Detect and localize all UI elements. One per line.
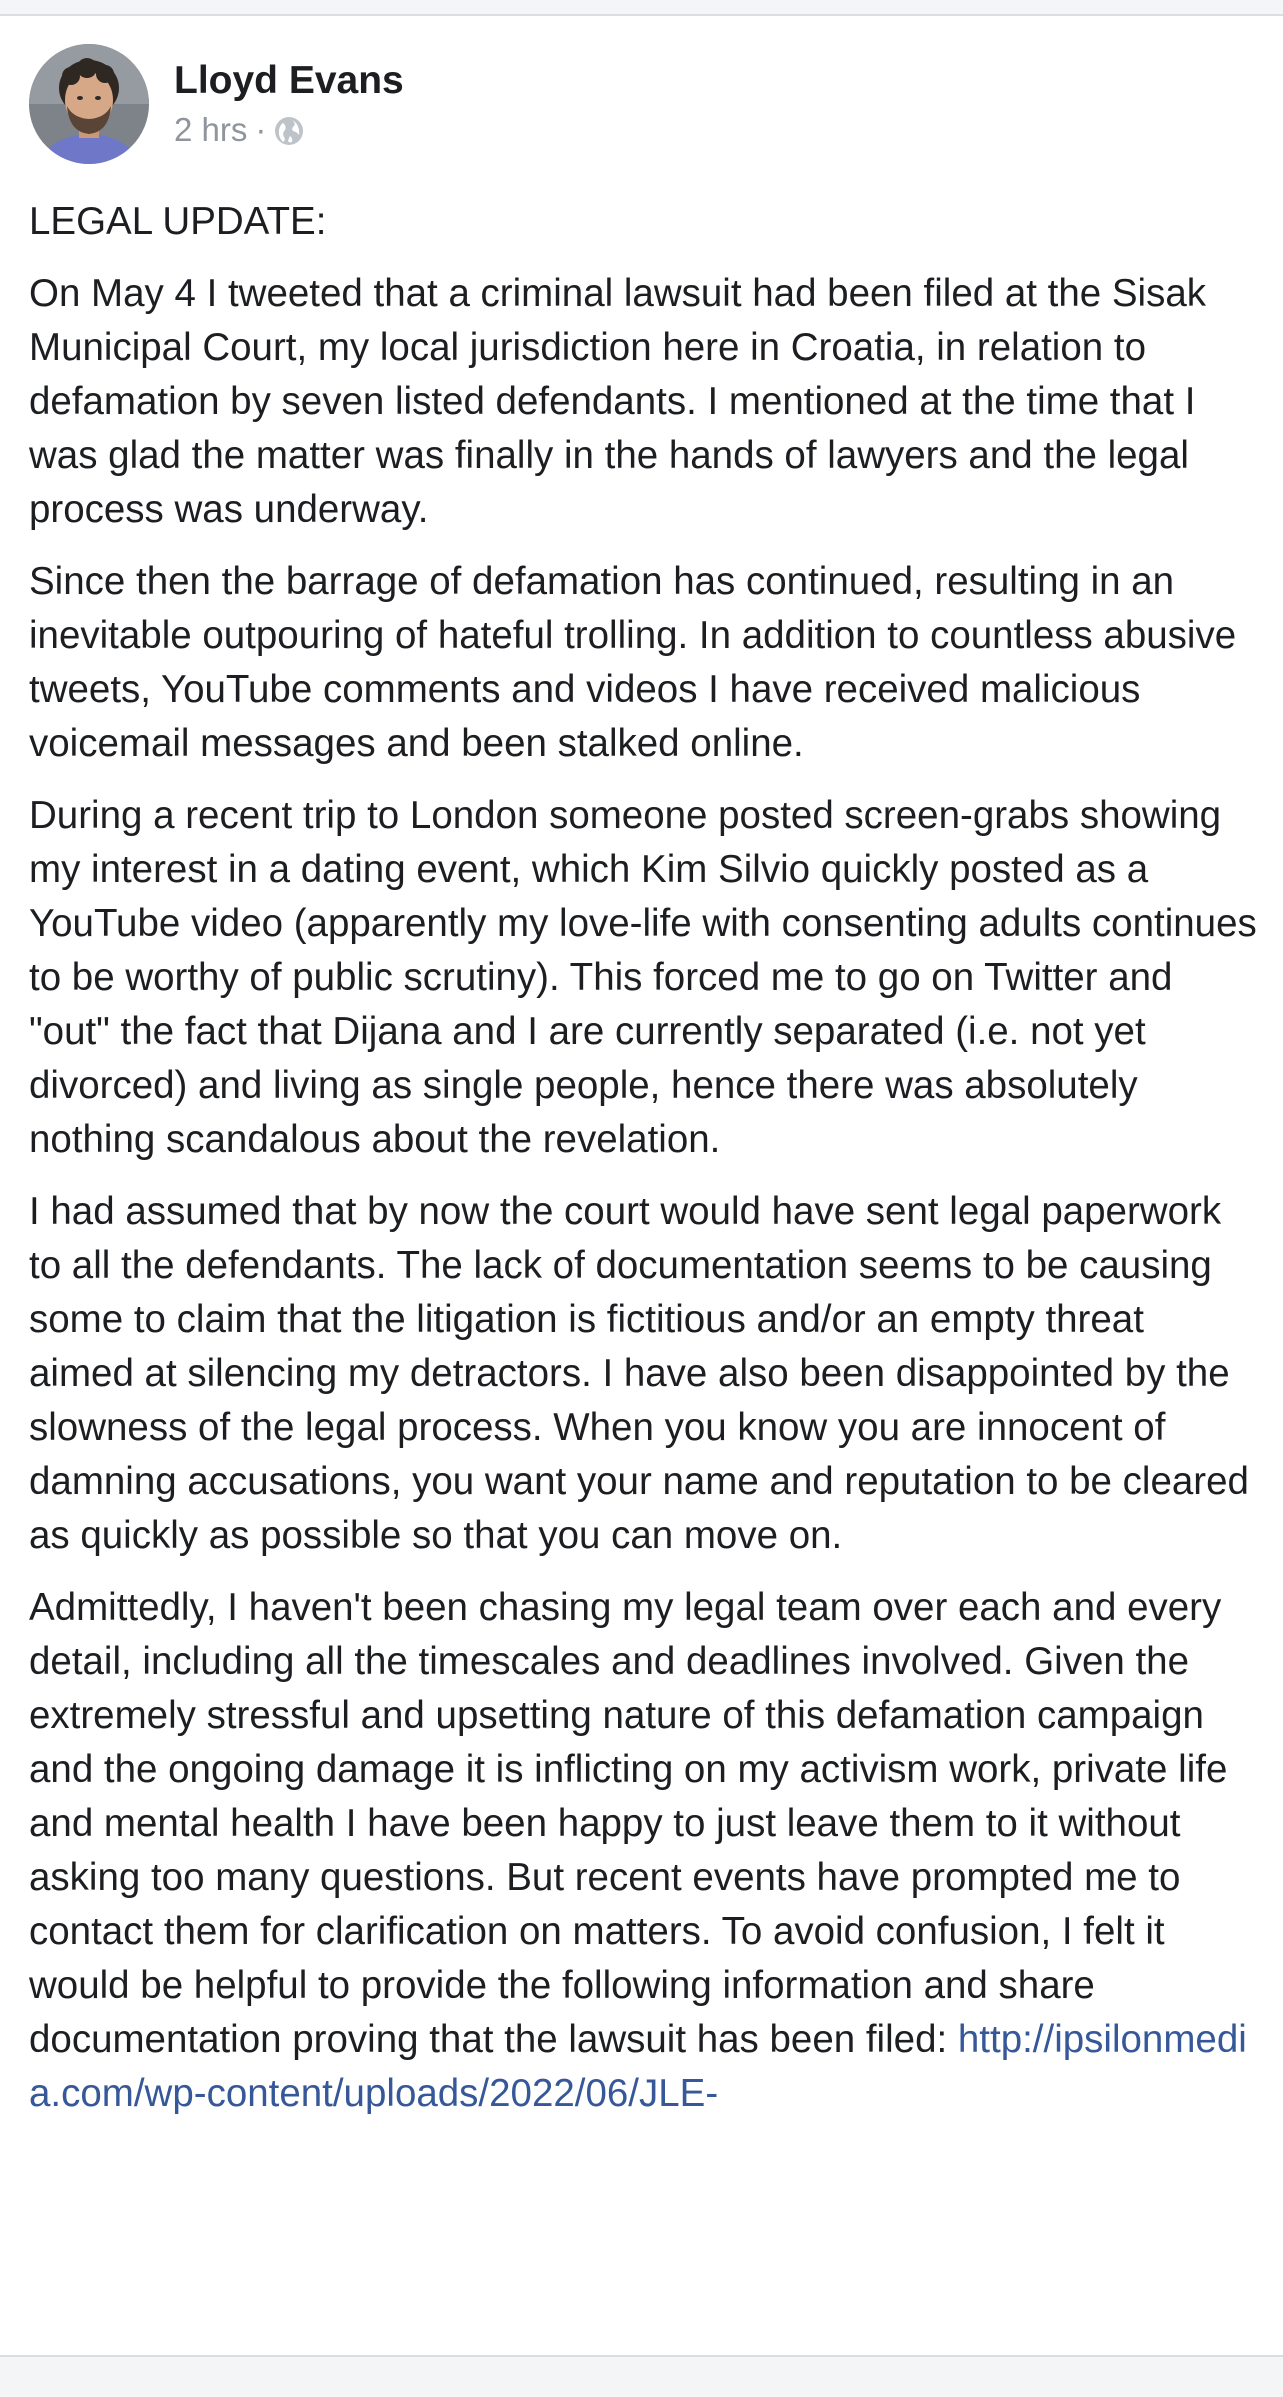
post-heading: LEGAL UPDATE: (29, 200, 327, 243)
post-timestamp[interactable]: 2 hrs (174, 111, 248, 148)
top-divider (0, 0, 1283, 16)
globe-icon[interactable] (274, 115, 304, 145)
post-body (29, 195, 1259, 2121)
post-header (29, 43, 404, 165)
post-paragraph-with-link (29, 1581, 1259, 2121)
meta-separator: · (255, 111, 267, 148)
post-meta (174, 110, 404, 150)
avatar-image (29, 44, 149, 164)
post-paragraph: I had assumed that by now the court would have sent legal paperwork to all the defendants. The lack of documentation seems to be causing some to claim that the litigation is fictitious and/or an empty threat aimed at silencing my detractors. I have also been disappointed by the slowness of the legal process. When you know you are innocent of damning accusations, you want your name and reputation to be cleared as quickly as possible so that you can move on. (29, 1190, 1249, 1557)
post-paragraph: During a recent trip to London someone posted screen-grabs showing my interest in a dating event, which Kim Silvio quickly posted as a YouTube video (apparently my love-life with consenting adults continues to be worthy of public scrutiny). This forced me to go on Twitter and "out" the fact that Dijana and I are currently separated (i.e. not yet divorced) and living as single people, hence there was absolutely nothing scandalous about the revelation. (29, 794, 1257, 1161)
post-paragraph: Since then the barrage of defamation has continued, resulting in an inevitable outpouring of hateful trolling. In addition to countless abusive tweets, YouTube comments and videos I have received malicious voicemail messages and been stalked online. (29, 560, 1237, 765)
document-link[interactable]: http://ipsilonmedia.com/wp-content/uploads/2022/06/JLE- (29, 2018, 1247, 2115)
avatar[interactable] (29, 44, 149, 164)
author-name[interactable]: Lloyd Evans (174, 59, 404, 102)
post-paragraph: On May 4 I tweeted that a criminal lawsuit had been filed at the Sisak Municipal Court, my local jurisdiction here in Croatia, in relation to defamation by seven listed defendants. I mentioned at the time that I was glad the matter was finally in the hands of lawyers and the legal process was underway. (29, 272, 1207, 531)
bottom-toolbar (0, 2355, 1283, 2397)
author-block (174, 58, 404, 150)
post-paragraph-text: Admittedly, I haven't been chasing my legal team over each and every detail, including all the timescales and deadlines involved. Given the extremely stressful and upsetting nature of this defamation campaign and the ongoing damage it is inflicting on my activism work, private life and mental health I have been happy to just leave them to it without asking too many questions. But recent events have prompted me to contact them for clarification on matters. To avoid confusion, I felt it would be helpful to provide the following information and share documentation proving that the lawsuit has been filed: (29, 1586, 1228, 2061)
